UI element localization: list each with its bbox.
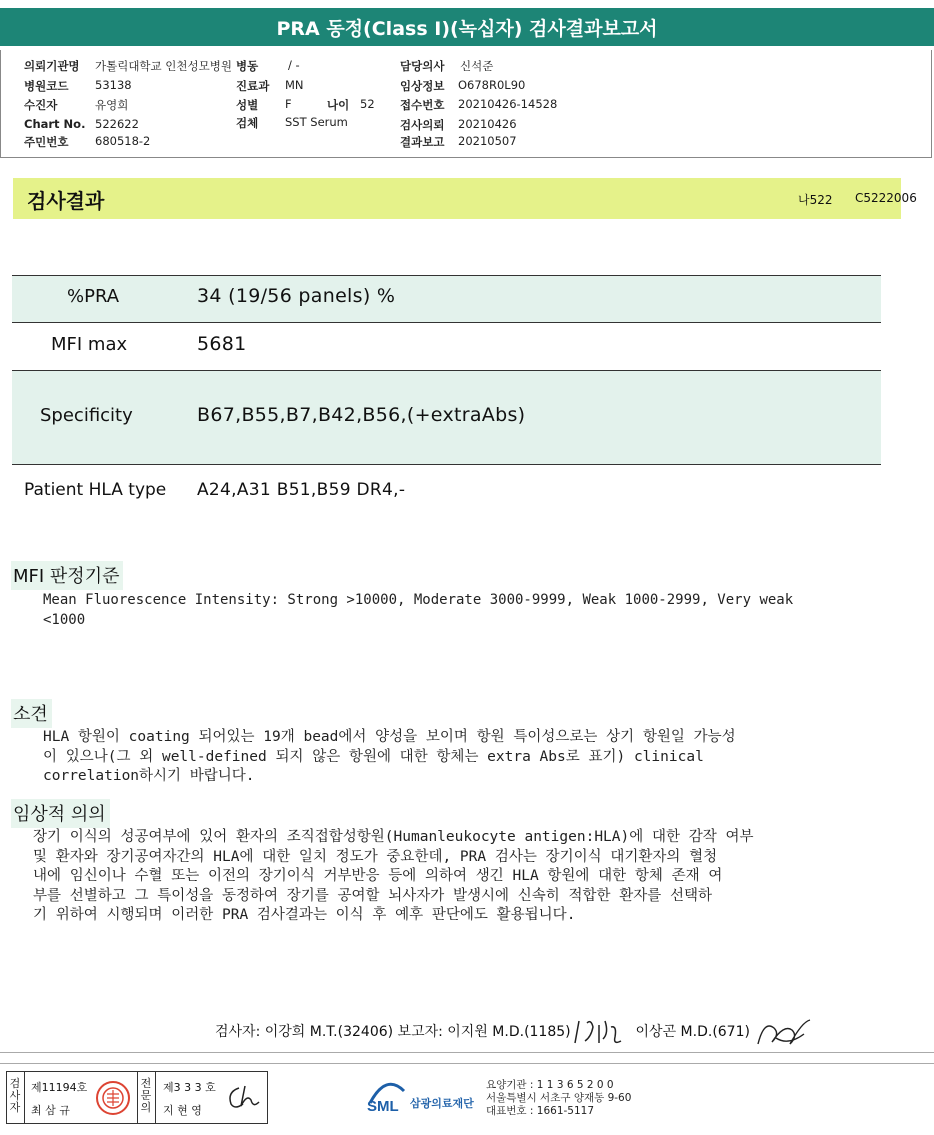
cert-specialist-no: 제3 3 3 호 [163,1081,216,1094]
opinion-heading: 소견 [11,699,52,728]
seal-icon [95,1080,131,1116]
criteria-line: Mean Fluorescence Intensity: Strong >10000, Moderate 3000-9999, Weak 1000-2999, Very weak [43,592,794,608]
institution-value: 가톨릭대학교 인천성모병원 [95,59,232,73]
lab-name: 삼광의료재단 [410,1097,474,1110]
opinion-text [43,728,736,787]
specificity-label: Specificity [40,405,133,426]
opinion-line: HLA 항원이 coating 되어있는 19개 bead에서 양성을 보이며 항원 특이성으로는 상기 항원일 가능성 [43,729,736,745]
chart-value: 522622 [95,117,139,131]
significance-line: 및 환자와 장기공여자간의 HLA에 대한 일치 정도가 중요한데, PRA 검사는 장기이식 대기환자의 혈청 [33,848,718,865]
pra-label: %PRA [67,286,120,307]
specimen-value: SST Serum [285,115,348,129]
cert-specialist-label: 전문의 [140,1077,152,1114]
opinion-line: correlation하시기 바랍니다. [43,768,255,784]
sml-logo-icon [366,1079,408,1115]
ward-label: 병동 [236,59,259,73]
dept-label: 진료과 [236,79,270,93]
table-rule [12,275,881,276]
footer-divider [0,1063,934,1064]
result-code-1: 나522 [798,193,833,207]
cert-tester-label: 검사자 [9,1077,21,1114]
patient-label: 수진자 [24,98,58,112]
specialist-signature-icon [225,1082,263,1114]
significance-line: 내에 임신이나 수혈 또는 이전의 장기이식 거부반응 등에 의하여 생긴 HLA 항원에 대한 항체 존재 여 [33,868,723,884]
pra-row [12,276,881,322]
pra-value: 34 (19/56 panels) % [197,285,396,307]
chart-label: Chart No. [24,117,86,131]
cert-divider [137,1072,138,1123]
opinion-line: 이 있으나(그 외 well-defined 되지 않은 항원에 대한 항체는 extra Abs로 표기) clinical [43,748,704,765]
result-code-2: C5222006 [855,191,917,205]
doctor-value: 신석준 [460,59,494,73]
table-rule [12,464,881,465]
footer-divider [0,1052,934,1053]
sml-logo-text: SML [367,1098,399,1115]
specificity-value: B67,B55,B7,B42,B56,(+extraAbs) [197,404,526,426]
reporter-signature-icon [571,1017,631,1047]
dept-value: MN [285,78,304,92]
sex-label: 성별 [236,98,259,112]
significance-text [33,828,753,926]
patient-value: 유영희 [95,98,129,112]
sex-value: F [285,97,292,111]
lab-address: 서울특별시 서초구 양재동 9-60 [486,1092,632,1104]
second-signature-icon [754,1014,814,1050]
clinical-label: 임상정보 [400,79,445,93]
hla-type-value: A24,A31 B51,B59 DR4,- [197,480,406,500]
tester-name: 검사자: 이강희 M.T.(32406) [215,1024,394,1040]
clinical-value: O678R0L90 [458,78,526,92]
lab-info [486,1079,631,1118]
cert-divider [155,1072,156,1123]
hla-type-label: Patient HLA type [24,480,167,500]
cert-tester-no: 제11194호 [31,1081,88,1094]
lab-phone: 대표번호 : 1661-5117 [486,1105,595,1117]
reception-value: 20210426-14528 [458,97,558,111]
cert-divider [24,1072,25,1123]
report-title [0,8,934,46]
significance-line: 장기 이식의 성공여부에 있어 환자의 조직접합성항원(Humanleukocyte antigen:HLA)에 대한 감작 여부 [33,829,754,845]
result-banner [13,178,917,219]
specimen-label: 검체 [236,116,259,130]
second-reporter-name: 이상곤 M.D.(671) [635,1024,750,1040]
id-label: 주민번호 [24,135,69,149]
cert-specialist-name: 지 현 영 [163,1104,202,1117]
certification-box [6,1071,268,1124]
age-label: 나이 [327,98,350,112]
doctor-label: 담당의사 [400,59,445,73]
significance-heading: 임상적 의의 [11,799,110,828]
ward-value: / - [288,58,300,72]
request-label: 검사의뢰 [400,118,445,132]
report-title-text: PRA 동정(Class I)(녹십자) 검사결과보고서 [276,17,658,40]
significance-line: 기 위하여 시행되며 이러한 PRA 검사결과는 이식 후 예후 판단에도 활용됩니다. [33,907,576,923]
lab-code: 요양기관 : 1 1 3 6 5 2 0 0 [486,1079,614,1091]
significance-line: 부를 선별하고 그 특이성을 동정하여 장기를 공여할 뇌사자가 발생시에 신속히 적합한 환자를 선택하 [33,887,713,904]
criteria-heading: MFI 판정기준 [11,561,123,590]
signature-line [215,1014,814,1050]
report-date-value: 20210507 [458,134,517,148]
sml-logo [366,1079,408,1119]
request-value: 20210426 [458,117,517,131]
hospital-code-label: 병원코드 [24,79,69,93]
mfi-max-value: 5681 [197,333,247,355]
hospital-code-value: 53138 [95,78,132,92]
cert-tester-name: 최 삼 규 [31,1104,70,1117]
age-value: 52 [360,97,375,111]
criteria-text [43,591,793,630]
result-heading: 검사결과 [27,189,105,213]
report-date-label: 결과보고 [400,135,445,149]
reception-label: 접수번호 [400,98,445,112]
id-value: 680518-2 [95,134,151,148]
mfi-max-label: MFI max [51,334,128,355]
table-rule [12,370,881,371]
table-rule [12,322,881,323]
institution-label: 의뢰기관명 [24,59,80,73]
criteria-line: <1000 [43,611,86,628]
reporter-name: 보고자: 이지원 M.D.(1185) [397,1024,571,1040]
